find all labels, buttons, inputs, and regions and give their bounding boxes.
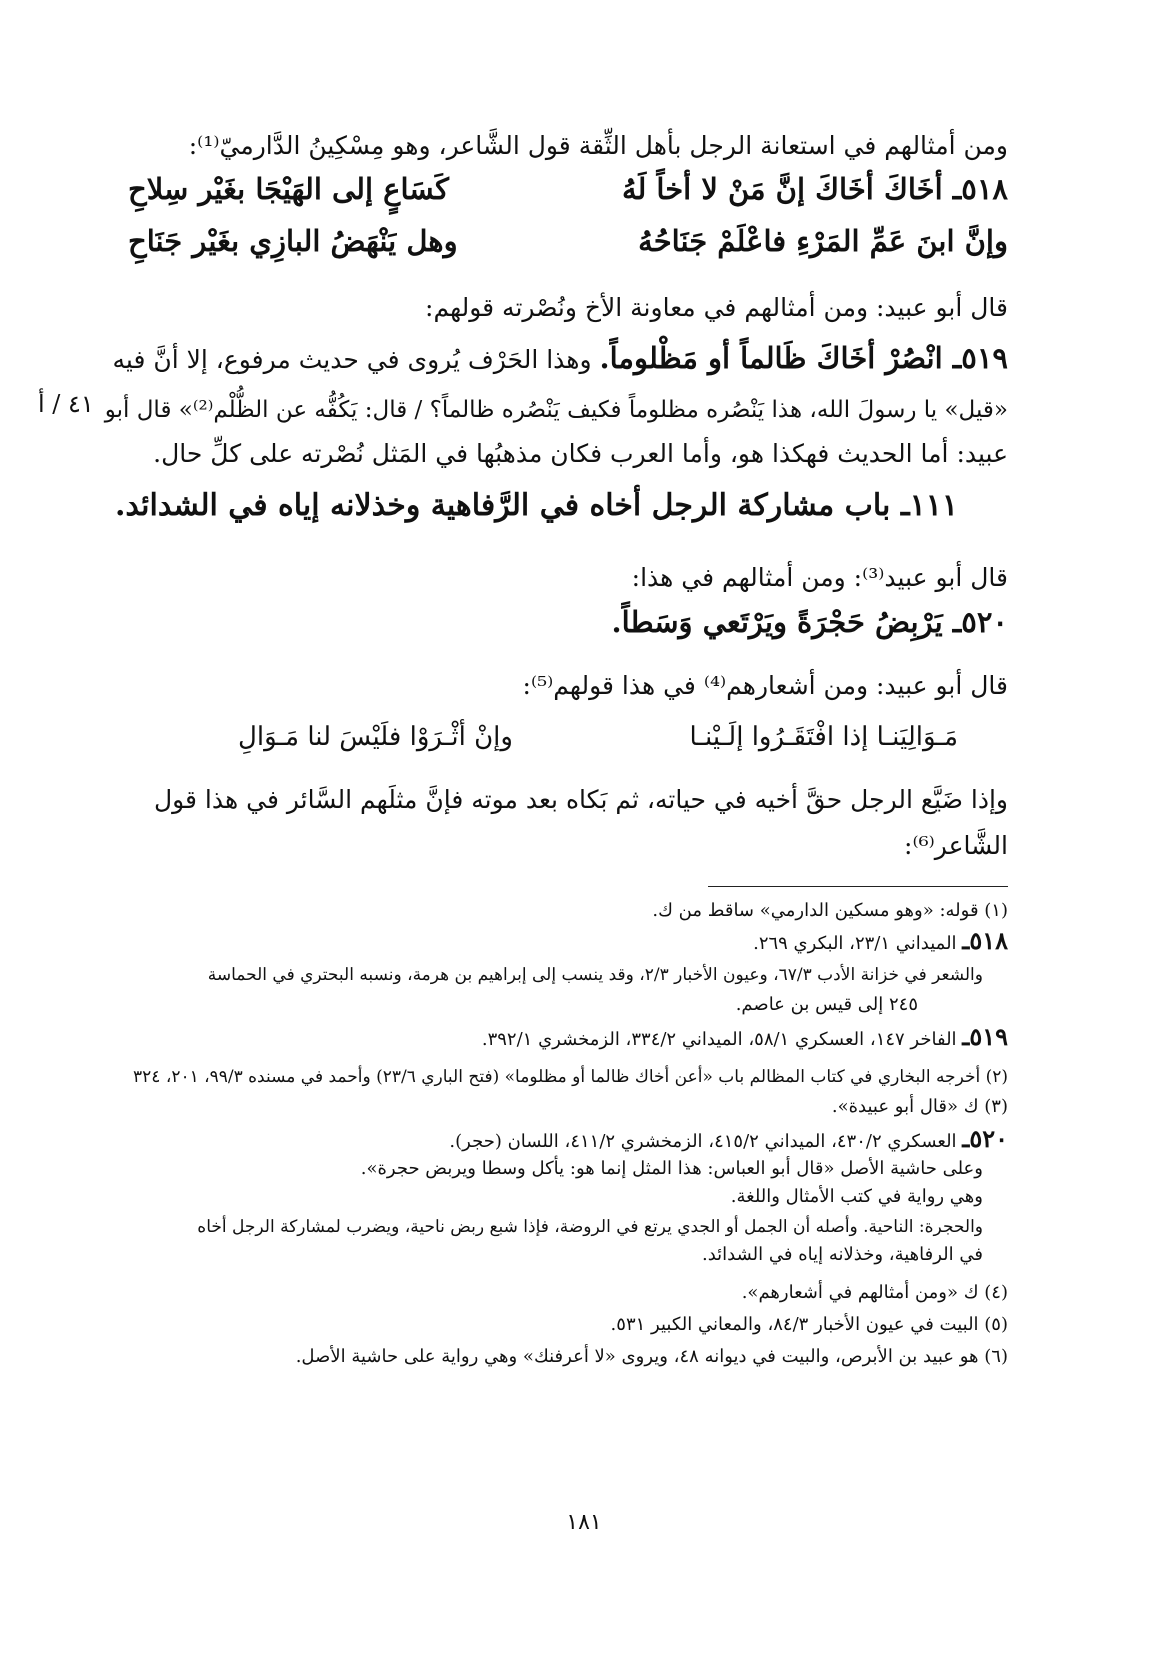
footnote-520-sources: العسكري ٤٣٠/٢، الميداني ٤١٥/٢، الزمخشري ٤١١/٢، اللسان (حجر). xyxy=(449,1131,957,1152)
proverb-519-line xyxy=(108,340,1008,378)
footnote-520-margin-note: وعلى حاشية الأصل «قال أبو العباس: هذا المثل إنما هو: يأكل وسطا ويربض حجرة». xyxy=(360,1158,983,1179)
footnote-520 xyxy=(108,1126,1008,1155)
verse-poem-first-hemistich: مَـوَالِيَنـا إذا افْتَقَـرُوا إلَـيْنـا xyxy=(689,722,958,752)
footnote-519 xyxy=(108,1024,1008,1053)
footnote-520-variant: وهي رواية في كتب الأمثال واللغة. xyxy=(730,1186,983,1207)
footnote-3: (٣) ك «قال أبو عبيدة». xyxy=(831,1096,1008,1117)
verse-518-1-first-hemistich: ٥١٨ـ أخَاكَ أخَاكَ إنَّ مَنْ لا أخاً لَهُ xyxy=(621,172,1008,206)
footnote-520-number: ٥٢٠ـ xyxy=(962,1124,1008,1153)
footnote-519-sources: الفاخر ١٤٧، العسكري ٥٨/١، الميداني ٣٣٤/٢، الزمخشري ٣٩٢/١. xyxy=(481,1029,957,1050)
proverb-520: ٥٢٠ـ يَرْبِضُ حَجْرَةً ويَرْتَعي وَسَطاً. xyxy=(611,605,1008,639)
verse-518-line-2 xyxy=(128,224,1008,268)
text-519-line-3: عبيد: أما الحديث فهكذا هو، وأما العرب فكان مذهبُها في المَثل نُصْرته على كلِّ حال. xyxy=(153,439,1008,468)
verse-poem-second-hemistich: وإنْ أثْـرَوْا فلَيْسَ لنا مَـوَالِ xyxy=(238,722,513,752)
proverb-519-commentary: وهذا الحَرْف يُروى في حديث مرفوع، إلا أنَّ فيه xyxy=(112,345,592,374)
page-number: ١٨١ xyxy=(566,1510,602,1535)
intro-518: ومن أمثالهم في استعانة الرجل بأهل الثِّقة قول الشَّاعر، وهو مِسْكِينُ الدَّارميّ⁽¹⁾: xyxy=(188,131,1008,160)
footnote-1: (١) قوله: «وهو مسكين الدارمي» ساقط من ك. xyxy=(652,900,1008,921)
footnote-518-number: ٥١٨ـ xyxy=(962,926,1008,955)
footnote-5: (٥) البيت في عيون الأخبار ٨٤/٣، والمعاني الكبير ٥٣١. xyxy=(610,1314,1008,1335)
footnote-4: (٤) ك «ومن أمثالهم في أشعارهم». xyxy=(741,1282,1008,1303)
chapter-heading-111: ١١١ـ باب مشاركة الرجل أخاه في الرَّفاهية وخذلانه إياه في الشدائد. xyxy=(114,488,958,523)
manuscript-folio-marker: ٤١ / أ xyxy=(38,390,94,418)
text-519-line-2: «قيل» يا رسولَ الله، هذا يَنْصُره مظلوماً فكيف يَنْصُره ظالماً؟ / قال: يَكُفُّه عن الظُّلْم⁽²⁾» قال أبو xyxy=(104,397,1008,423)
intro-519: قال أبو عبيد: ومن أمثالهم في معاونة الأخ ونُصْرته قولهم: xyxy=(425,293,1008,322)
verse-518-line-1 xyxy=(128,172,1008,216)
footnote-518-note-cont: ٢٤٥ إلى قيس بن عاصم. xyxy=(735,994,918,1015)
footnote-2: (٢) أخرجه البخاري في كتاب المظالم باب «أعن أخاك ظالما أو مظلوما» (فتح الباري ٢٣/٦) وأحمد في مسنده ٩٩/٣، ٢٠١، ٣٢٤ xyxy=(133,1067,1008,1087)
verse-poem xyxy=(238,722,958,766)
verse-518-2-second-hemistich: وهل يَنْهَضُ البازِي بغَيْر جَنَاحِ xyxy=(128,224,458,258)
footnote-520-explanation-cont: في الرفاهية، وخذلانه إياه في الشدائد. xyxy=(701,1244,983,1265)
footnote-518-sources: الميداني ٢٣/١، البكري ٢٦٩. xyxy=(753,933,957,954)
footnote-518 xyxy=(108,928,1008,957)
closing-line-1: وإذا ضَيَّع الرجل حقَّ أخيه في حياته، ثم بَكاه بعد موته فإنَّ مثلَهم السَّائر في هذا قول xyxy=(153,785,1008,814)
verse-518-2-first-hemistich: وإنَّ ابنَ عَمِّ المَرْءِ فاعْلَمْ جَنَاحُهُ xyxy=(638,224,1008,258)
footnote-separator xyxy=(708,886,1008,887)
footnote-519-number: ٥١٩ـ xyxy=(962,1022,1008,1051)
footnote-520-explanation: والحجرة: الناحية. وأصله أن الجمل أو الجدي يرتع في الروضة، فإذا شبع ربض ناحية، ويضرب لمشاركة الرجل أخاه xyxy=(197,1217,983,1237)
footnote-6: (٦) هو عبيد بن الأبرص، والبيت في ديوانه ٤٨، ويروى «لا أعرفنك» وهي رواية على حاشية الأصل. xyxy=(295,1346,1008,1367)
footnote-518-note: والشعر في خزانة الأدب ٦٧/٣، وعيون الأخبار ٢/٣، وقد ينسب إلى إبراهيم بن هرمة، ونسبه البحتري في الحماسة xyxy=(207,965,983,985)
intro-poem: قال أبو عبيد: ومن أشعارهم⁽⁴⁾ في هذا قولهم⁽⁵⁾: xyxy=(522,671,1008,700)
proverb-519: ٥١٩ـ انْصُرْ أخَاكَ ظَالماً أو مَظْلوماً. xyxy=(599,341,1008,375)
closing-line-2: الشَّاعر⁽⁶⁾: xyxy=(904,831,1008,860)
intro-520: قال أبو عبيد⁽³⁾: ومن أمثالهم في هذا: xyxy=(631,563,1008,592)
verse-518-1-second-hemistich: كَسَاعٍ إلى الهَيْجَا بغَيْر سِلاحِ xyxy=(128,172,449,206)
